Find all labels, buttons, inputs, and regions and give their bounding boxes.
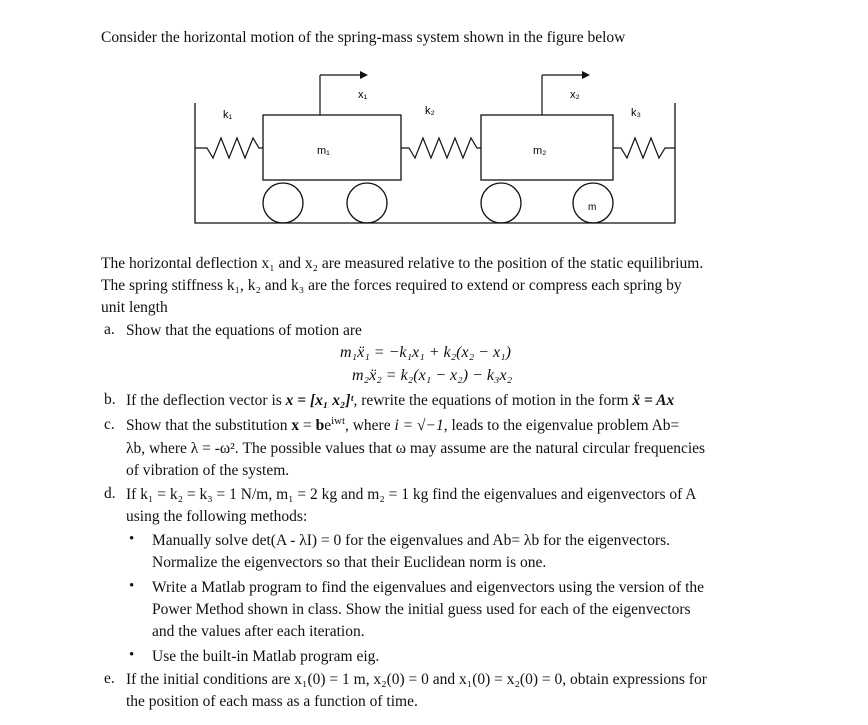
spring-k3 bbox=[613, 138, 675, 158]
item-a-marker: a. bbox=[104, 321, 115, 338]
bullet-3-line-1: Use the built-in Matlab program eig. bbox=[152, 648, 380, 665]
item-b-form: ẍ = Ax bbox=[632, 392, 675, 409]
label-k1: k₁ bbox=[223, 109, 233, 121]
item-c-pre: Show that the substitution bbox=[126, 417, 292, 434]
para-line-2: The spring stiffness k₁, k₂ and k₃ are the forces required to extend or compress each spring by bbox=[101, 277, 682, 294]
equation-1: m₁ẍ₁ = −k₁x₁ + k₂(x₂ − x₁) bbox=[340, 344, 511, 361]
mass-m1-block bbox=[263, 115, 401, 180]
bullet-1-line-1: Manually solve det(A - λI) = 0 for the eigenvalues and Ab= λb for the eigenvectors. bbox=[152, 532, 671, 549]
wheel-m2-left bbox=[481, 183, 521, 223]
spring-k1 bbox=[195, 138, 263, 158]
para-line-3: unit length bbox=[101, 299, 168, 316]
item-d-line-2: using the following methods: bbox=[126, 508, 308, 525]
label-x1: x₁ bbox=[358, 89, 368, 101]
item-c-sub-x: x bbox=[291, 417, 300, 434]
bullet-2-line-2: Power Method shown in class. Show the initial guess used for each of the eigenvectors bbox=[152, 601, 691, 618]
item-c-sub-eq: = bbox=[299, 417, 316, 434]
item-b-line bbox=[126, 391, 674, 411]
spring-mass-figure bbox=[185, 68, 685, 238]
item-b-pre: If the deflection vector is bbox=[126, 392, 286, 409]
label-m1: m₁ bbox=[317, 145, 330, 157]
item-c-sub-b: b bbox=[315, 417, 325, 434]
wheel-m1-left bbox=[263, 183, 303, 223]
item-b-marker: b. bbox=[104, 391, 116, 408]
item-a-text: Show that the equations of motion are bbox=[126, 322, 362, 339]
item-b-post: , rewrite the equations of motion in the form bbox=[353, 392, 633, 409]
label-wheel-m: m bbox=[588, 202, 597, 213]
bullet-2-line-3: and the values after each iteration. bbox=[152, 623, 365, 640]
x1-arrow-head bbox=[360, 71, 368, 79]
item-c-i-eq: i = √−1 bbox=[394, 417, 444, 434]
container-walls bbox=[195, 103, 675, 223]
item-c-marker: c. bbox=[104, 416, 115, 433]
item-b-vector: x = [x₁ x₂]ᵗ bbox=[285, 392, 354, 409]
label-k3: k₃ bbox=[631, 107, 641, 119]
item-c-line-1 bbox=[126, 416, 679, 436]
item-e-line-1: If the initial conditions are x₁(0) = 1 m, x₂(0) = 0 and x₁(0) = x₂(0) = 0, obtain expressions for bbox=[126, 671, 707, 688]
label-m2: m₂ bbox=[533, 145, 547, 157]
equation-2: m₂ẍ₂ = k₂(x₁ − x₂) − k₃x₂ bbox=[352, 367, 513, 384]
bullet-2-symbol: • bbox=[129, 578, 135, 594]
x2-arrow-head bbox=[582, 71, 590, 79]
intro-text: Consider the horizontal motion of the spring-mass system shown in the figure below bbox=[101, 29, 626, 46]
item-e-marker: e. bbox=[104, 670, 115, 687]
item-c-mid: , where bbox=[344, 417, 395, 434]
item-e-line-2: the position of each mass as a function of time. bbox=[126, 693, 418, 710]
item-c-sub-e: e bbox=[324, 417, 332, 434]
bullet-1-line-2: Normalize the eigenvectors so that their Euclidean norm is one. bbox=[152, 554, 547, 571]
item-c-line-2: λb, where λ = -ω². The possible values that ω may assume are the natural circular frequencies bbox=[126, 440, 706, 457]
label-k2: k₂ bbox=[425, 105, 435, 117]
item-d-marker: d. bbox=[104, 485, 116, 502]
bullet-1-symbol: • bbox=[129, 531, 135, 547]
label-x2: x₂ bbox=[570, 89, 580, 101]
wheel-m1-right bbox=[347, 183, 387, 223]
bullet-3-symbol: • bbox=[129, 647, 135, 663]
item-c-line-3: of vibration of the system. bbox=[126, 462, 290, 479]
item-c-post: , leads to the eigenvalue problem Ab= bbox=[443, 417, 680, 434]
bullet-2-line-1: Write a Matlab program to find the eigenvalues and eigenvectors using the version of the bbox=[152, 579, 705, 596]
mass-m2-block bbox=[481, 115, 613, 180]
item-c-sub-exp: iwt bbox=[331, 414, 345, 427]
item-d-line-1: If k₁ = k₂ = k₃ = 1 N/m, m₁ = 2 kg and m₂ = 1 kg find the eigenvalues and eigenvectors of A bbox=[126, 486, 697, 503]
spring-k2 bbox=[401, 138, 481, 158]
para-line-1: The horizontal deflection x₁ and x₂ are measured relative to the position of the static equilibrium. bbox=[101, 255, 704, 272]
